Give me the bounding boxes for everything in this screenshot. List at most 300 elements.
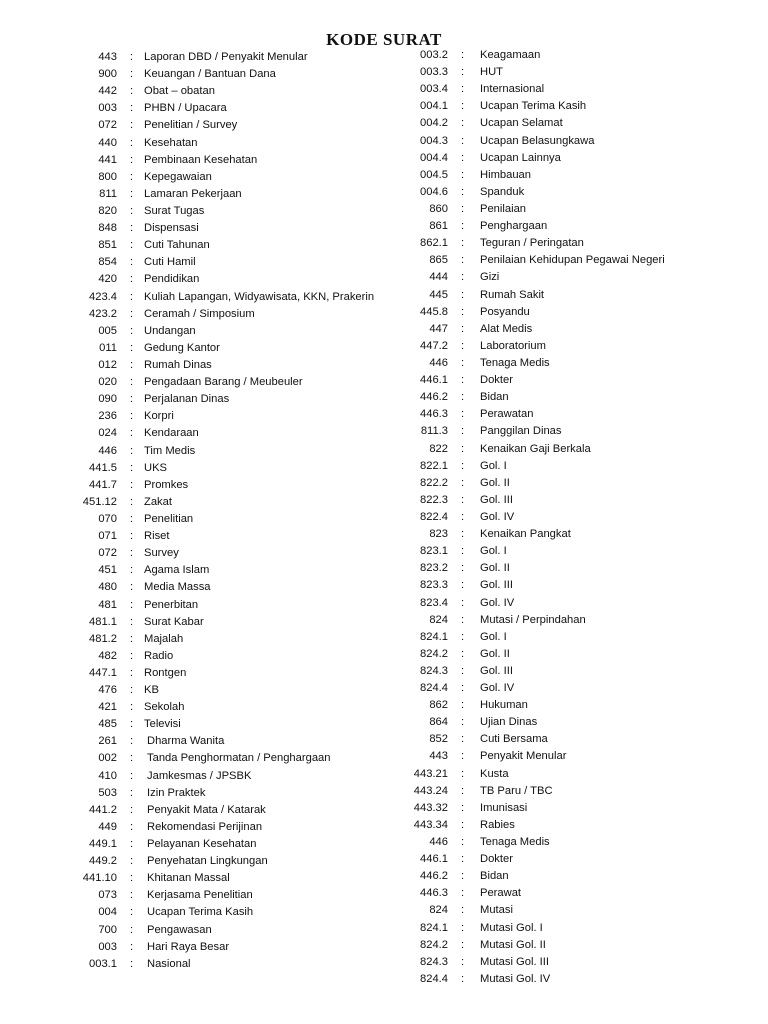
- code-description: Tenaga Medis: [480, 836, 550, 849]
- code-separator: :: [130, 256, 134, 269]
- code-separator: :: [130, 615, 134, 628]
- code-separator: :: [130, 273, 134, 286]
- code-number: 004: [98, 906, 117, 919]
- code-separator: :: [130, 170, 134, 183]
- code-description: Majalah: [144, 632, 184, 645]
- code-number: 004.4: [420, 151, 448, 164]
- code-separator: :: [461, 493, 465, 506]
- code-number: 485: [98, 718, 117, 731]
- code-number: 823.2: [420, 562, 448, 575]
- code-separator: :: [461, 579, 465, 592]
- code-separator: :: [461, 510, 465, 523]
- code-separator: :: [130, 923, 134, 936]
- code-separator: :: [130, 769, 134, 782]
- code-description: Surat Kabar: [144, 615, 204, 628]
- code-separator: :: [461, 117, 465, 130]
- code-separator: :: [461, 767, 465, 780]
- code-description: Rekomendasi Perijinan: [147, 820, 263, 833]
- code-description: Penyehatan Lingkungan: [147, 855, 268, 868]
- code-number: 072: [98, 547, 117, 560]
- code-number: 446: [429, 836, 448, 849]
- code-description: Penilaian Kehidupan Pegawai Negeri: [480, 254, 665, 267]
- code-separator: :: [461, 801, 465, 814]
- code-separator: :: [130, 752, 134, 765]
- code-separator: :: [130, 102, 134, 115]
- code-number: 700: [98, 923, 117, 936]
- code-number: 481: [98, 598, 117, 611]
- code-separator: :: [461, 716, 465, 729]
- code-number: 852: [429, 733, 448, 746]
- code-number: 451.12: [82, 495, 117, 508]
- code-separator: :: [130, 564, 134, 577]
- code-separator: :: [130, 838, 134, 851]
- code-description: TB Paru / TBC: [480, 784, 553, 797]
- code-description: Hari Raya Besar: [147, 940, 230, 953]
- code-separator: :: [461, 545, 465, 558]
- code-number: 441.10: [82, 872, 117, 885]
- code-description: Mutasi / Perpindahan: [480, 613, 586, 626]
- code-separator: :: [130, 718, 134, 731]
- code-separator: :: [130, 153, 134, 166]
- code-description: Keuangan / Bantuan Dana: [144, 68, 276, 81]
- code-number: 440: [98, 136, 117, 149]
- code-separator: :: [130, 820, 134, 833]
- code-number: 446: [429, 356, 448, 369]
- code-description: Gol. IV: [480, 510, 515, 523]
- code-description: Gol. II: [480, 562, 510, 575]
- code-number: 451: [98, 564, 117, 577]
- code-description: Bidan: [480, 870, 509, 883]
- code-description: Rumah Sakit: [480, 288, 545, 301]
- code-description: Gol. I: [480, 545, 507, 558]
- code-separator: :: [130, 187, 134, 200]
- code-description: Keagamaan: [480, 49, 541, 61]
- code-description: Laboratorium: [480, 339, 546, 352]
- code-number: 446.1: [420, 853, 448, 866]
- code-number: 481.2: [89, 632, 117, 645]
- code-number: 003.1: [89, 957, 117, 970]
- code-description: Tenaga Medis: [480, 356, 550, 369]
- code-separator: :: [461, 818, 465, 831]
- code-separator: :: [130, 393, 134, 406]
- code-description: Surat Tugas: [144, 204, 205, 217]
- code-number: 445: [429, 288, 448, 301]
- code-separator: :: [461, 134, 465, 147]
- code-separator: :: [130, 239, 134, 252]
- code-description: Kenaikan Pangkat: [480, 528, 571, 541]
- code-number: 423.4: [89, 290, 117, 303]
- code-number: 446.2: [420, 391, 448, 404]
- code-separator: :: [461, 682, 465, 695]
- code-number: 003: [98, 102, 117, 115]
- code-separator: :: [130, 222, 134, 235]
- code-separator: :: [461, 750, 465, 763]
- code-number: 446.1: [420, 374, 448, 387]
- code-separator: :: [461, 271, 465, 284]
- code-separator: :: [461, 408, 465, 421]
- code-description: Rontgen: [144, 666, 187, 679]
- code-separator: :: [130, 427, 134, 440]
- code-separator: :: [130, 68, 134, 81]
- code-description: Gol. I: [480, 459, 507, 472]
- code-separator: :: [461, 374, 465, 387]
- code-separator: :: [461, 305, 465, 318]
- code-description: Mutasi Gol. IV: [480, 972, 551, 985]
- code-number: 811: [99, 187, 117, 200]
- code-separator: :: [461, 733, 465, 746]
- code-separator: :: [461, 220, 465, 233]
- code-separator: :: [461, 237, 465, 250]
- code-description: Agama Islam: [144, 564, 210, 577]
- code-separator: :: [461, 664, 465, 677]
- code-number: 824.3: [420, 664, 448, 677]
- code-description: Pelayanan Kesehatan: [147, 838, 257, 851]
- code-description: Tanda Penghormatan / Penghargaan: [147, 752, 331, 765]
- code-number: 443.21: [413, 767, 448, 780]
- code-separator: :: [130, 204, 134, 217]
- code-number: 447.2: [420, 339, 448, 352]
- code-separator: :: [461, 202, 465, 215]
- code-number: 824.2: [420, 938, 448, 951]
- code-separator: :: [461, 356, 465, 369]
- code-separator: :: [461, 938, 465, 951]
- code-number: 443.24: [413, 784, 448, 797]
- code-separator: :: [130, 872, 134, 885]
- code-number: 020: [98, 376, 117, 389]
- code-description: Rabies: [480, 818, 515, 831]
- code-separator: :: [130, 649, 134, 662]
- code-separator: :: [130, 940, 134, 953]
- code-separator: :: [130, 136, 134, 149]
- code-number: 005: [98, 324, 117, 337]
- code-description: Perawat: [480, 887, 522, 900]
- code-separator: :: [130, 119, 134, 132]
- code-description: Spanduk: [480, 185, 525, 198]
- code-description: HUT: [480, 66, 503, 79]
- code-description: Alat Medis: [480, 322, 533, 335]
- code-number: 445.8: [420, 305, 448, 318]
- code-separator: :: [130, 684, 134, 697]
- code-description: Perjalanan Dinas: [144, 393, 230, 406]
- code-separator: :: [130, 444, 134, 457]
- code-separator: :: [461, 168, 465, 181]
- code-description: Pendidikan: [144, 273, 200, 286]
- code-number: 823.1: [420, 545, 448, 558]
- code-number: 441: [98, 153, 117, 166]
- code-description: Mutasi Gol. I: [480, 921, 543, 934]
- code-description: Dharma Wanita: [147, 735, 225, 748]
- code-number: 003.2: [420, 49, 448, 61]
- code-description: PHBN / Upacara: [144, 102, 227, 115]
- code-number: 862: [429, 699, 448, 712]
- code-number: 446.3: [420, 408, 448, 421]
- code-description: Bidan: [480, 391, 509, 404]
- code-number: 446.2: [420, 870, 448, 883]
- code-number: 851: [98, 239, 117, 252]
- code-separator: :: [461, 185, 465, 198]
- code-description: Pembinaan Kesehatan: [144, 153, 258, 166]
- code-description: Teguran / Peringatan: [480, 237, 584, 250]
- code-separator: :: [461, 955, 465, 968]
- code-separator: :: [461, 972, 465, 985]
- code-number: 824.1: [420, 630, 448, 643]
- code-description: Laporan DBD / Penyakit Menular: [144, 51, 308, 63]
- code-separator: :: [130, 358, 134, 371]
- code-number: 800: [98, 170, 117, 183]
- code-separator: :: [130, 957, 134, 970]
- code-description: Undangan: [144, 324, 196, 337]
- code-description: Kenaikan Gaji Berkala: [480, 442, 591, 455]
- code-number: 824.1: [420, 921, 448, 934]
- code-description: Ujian Dinas: [480, 716, 538, 729]
- code-separator: :: [461, 613, 465, 626]
- code-description: Korpri: [144, 410, 174, 423]
- code-description: Rumah Dinas: [144, 358, 212, 371]
- code-description: Survey: [144, 547, 179, 560]
- code-description: Lamaran Pekerjaan: [144, 187, 242, 200]
- code-description: Pengadaan Barang / Meubeuler: [144, 376, 303, 389]
- code-number: 003.4: [420, 83, 448, 96]
- code-number: 824: [429, 613, 448, 626]
- code-separator: :: [461, 66, 465, 79]
- code-description: Posyandu: [480, 305, 530, 318]
- code-description: Cuti Bersama: [480, 733, 548, 746]
- code-description: Dokter: [480, 374, 513, 387]
- code-number: 900: [98, 68, 117, 81]
- code-description: Sekolah: [144, 701, 185, 714]
- code-number: 449.2: [89, 855, 117, 868]
- code-separator: :: [461, 562, 465, 575]
- code-separator: :: [461, 322, 465, 335]
- code-separator: :: [130, 530, 134, 543]
- code-description: Kerjasama Penelitian: [147, 889, 253, 902]
- code-separator: :: [130, 461, 134, 474]
- code-description: KB: [144, 684, 159, 697]
- code-number: 862.1: [420, 237, 448, 250]
- code-number: 004.6: [420, 185, 448, 198]
- code-separator: :: [130, 410, 134, 423]
- code-description: Promkes: [144, 478, 189, 491]
- code-separator: :: [130, 666, 134, 679]
- code-separator: :: [130, 598, 134, 611]
- code-separator: :: [461, 425, 465, 438]
- code-separator: :: [461, 339, 465, 352]
- code-separator: :: [130, 85, 134, 98]
- code-description: Gol. IV: [480, 682, 515, 695]
- code-separator: :: [461, 699, 465, 712]
- code-description: Mutasi Gol. II: [480, 938, 546, 951]
- code-number: 854: [98, 256, 117, 269]
- code-description: Dispensasi: [144, 222, 199, 235]
- code-number: 011: [99, 341, 117, 354]
- code-separator: :: [461, 288, 465, 301]
- code-number: 012: [98, 358, 117, 371]
- code-description: Cuti Hamil: [144, 256, 196, 269]
- code-separator: :: [461, 151, 465, 164]
- code-separator: :: [130, 701, 134, 714]
- code-number: 822: [429, 442, 448, 455]
- code-description: Panggilan Dinas: [480, 425, 562, 438]
- code-description: Himbauan: [480, 168, 531, 181]
- code-number: 482: [98, 649, 117, 662]
- code-description: Kesehatan: [144, 136, 198, 149]
- code-description: Khitanan Massal: [147, 872, 230, 885]
- code-description: UKS: [144, 461, 168, 474]
- code-separator: :: [130, 341, 134, 354]
- code-separator: :: [461, 630, 465, 643]
- code-number: 822.4: [420, 510, 448, 523]
- code-number: 443.34: [413, 818, 448, 831]
- code-number: 024: [98, 427, 117, 440]
- code-number: 420: [98, 273, 117, 286]
- code-description: Televisi: [144, 718, 181, 731]
- code-separator: :: [130, 889, 134, 902]
- code-separator: :: [461, 596, 465, 609]
- code-separator: :: [130, 376, 134, 389]
- code-description: Kusta: [480, 767, 509, 780]
- code-number: 004.1: [420, 100, 448, 113]
- code-number: 073: [98, 889, 117, 902]
- code-description: Kepegawaian: [144, 170, 212, 183]
- code-separator: :: [461, 887, 465, 900]
- code-separator: :: [130, 803, 134, 816]
- code-number: 823.3: [420, 579, 448, 592]
- code-description: Imunisasi: [480, 801, 528, 814]
- code-number: 824.3: [420, 955, 448, 968]
- code-number: 441.5: [89, 461, 117, 474]
- code-description: Tim Medis: [144, 444, 196, 457]
- code-number: 003.3: [420, 66, 448, 79]
- code-description: Gol. III: [480, 579, 513, 592]
- code-description: Kuliah Lapangan, Widyawisata, KKN, Prakerin: [144, 290, 375, 303]
- code-number: 443: [98, 51, 117, 63]
- code-description: Internasional: [480, 83, 545, 96]
- code-number: 421: [98, 701, 117, 714]
- code-number: 441.7: [89, 478, 117, 491]
- code-description: Ucapan Terima Kasih: [480, 100, 587, 113]
- code-separator: :: [130, 324, 134, 337]
- code-description: Gol. III: [480, 493, 513, 506]
- code-separator: :: [461, 391, 465, 404]
- code-separator: :: [461, 528, 465, 541]
- code-number: 824.2: [420, 647, 448, 660]
- code-separator: :: [130, 786, 134, 799]
- code-description: Penghargaan: [480, 220, 548, 233]
- code-number: 824.4: [420, 972, 448, 985]
- code-description: Gedung Kantor: [144, 341, 220, 354]
- code-description: Cuti Tahunan: [144, 239, 210, 252]
- code-number: 480: [98, 581, 117, 594]
- code-number: 503: [98, 786, 117, 799]
- code-number: 824.4: [420, 682, 448, 695]
- code-description: Ucapan Belasungkawa: [480, 134, 595, 147]
- code-separator: :: [130, 495, 134, 508]
- code-description: Zakat: [144, 495, 172, 508]
- code-description: Penyakit Mata / Katarak: [147, 803, 266, 816]
- code-separator: :: [130, 855, 134, 868]
- code-number: 860: [429, 202, 448, 215]
- code-separator: :: [461, 254, 465, 267]
- code-separator: :: [130, 906, 134, 919]
- code-number: 442: [98, 85, 117, 98]
- code-description: Dokter: [480, 853, 513, 866]
- code-separator: :: [130, 290, 134, 303]
- code-description: Ucapan Selamat: [480, 117, 563, 130]
- code-number: 864: [429, 716, 448, 729]
- page-title: KODE SURAT: [326, 30, 442, 49]
- code-number: 823: [429, 528, 448, 541]
- code-number: 072: [98, 119, 117, 132]
- code-separator: :: [461, 870, 465, 883]
- code-number: 447.1: [89, 666, 117, 679]
- code-separator: :: [461, 442, 465, 455]
- code-separator: :: [130, 632, 134, 645]
- code-number: 446.3: [420, 887, 448, 900]
- code-number: 443.32: [413, 801, 448, 814]
- code-description: Izin Praktek: [147, 786, 206, 799]
- code-number: 004.2: [420, 117, 448, 130]
- code-number: 071: [98, 530, 117, 543]
- code-separator: :: [461, 921, 465, 934]
- code-description: Penerbitan: [144, 598, 199, 611]
- code-description: Nasional: [147, 957, 191, 970]
- code-separator: :: [461, 459, 465, 472]
- code-number: 481.1: [89, 615, 117, 628]
- code-number: 261: [98, 735, 117, 748]
- code-separator: :: [461, 836, 465, 849]
- code-number: 443: [429, 750, 448, 763]
- code-separator: :: [130, 512, 134, 525]
- code-description: Gol. I: [480, 630, 507, 643]
- code-number: 441.2: [89, 803, 117, 816]
- code-description: Hukuman: [480, 699, 528, 712]
- code-separator: :: [461, 49, 465, 61]
- code-description: Gizi: [480, 271, 500, 284]
- code-separator: :: [461, 784, 465, 797]
- code-description: Riset: [144, 530, 170, 543]
- code-description: Radio: [144, 649, 174, 662]
- code-number: 004.5: [420, 168, 448, 181]
- code-description: Kendaraan: [144, 427, 199, 440]
- code-description: Mutasi Gol. III: [480, 955, 550, 968]
- code-number: 070: [98, 512, 117, 525]
- code-separator: :: [461, 83, 465, 96]
- code-separator: :: [461, 904, 465, 917]
- code-description: Perawatan: [480, 408, 534, 421]
- code-number: 476: [98, 684, 117, 697]
- code-number: 004.3: [420, 134, 448, 147]
- code-number: 423.2: [89, 307, 117, 320]
- code-number: 449.1: [89, 838, 117, 851]
- code-description: Jamkesmas / JPSBK: [147, 769, 252, 782]
- code-description: Ceramah / Simposium: [144, 307, 255, 320]
- code-description: Gol. IV: [480, 596, 515, 609]
- code-number: 003: [98, 940, 117, 953]
- code-number: 822.2: [420, 476, 448, 489]
- code-separator: :: [130, 307, 134, 320]
- code-separator: :: [461, 647, 465, 660]
- code-number: 822.3: [420, 493, 448, 506]
- code-description: Ucapan Lainnya: [480, 151, 561, 164]
- code-description: Penilaian: [480, 202, 527, 215]
- code-separator: :: [461, 853, 465, 866]
- code-number: 823.4: [420, 596, 448, 609]
- code-description: Penelitian / Survey: [144, 119, 238, 132]
- code-number: 861: [429, 220, 448, 233]
- code-description: Gol. II: [480, 476, 510, 489]
- code-number: 444: [429, 271, 448, 284]
- code-number: 236: [98, 410, 117, 423]
